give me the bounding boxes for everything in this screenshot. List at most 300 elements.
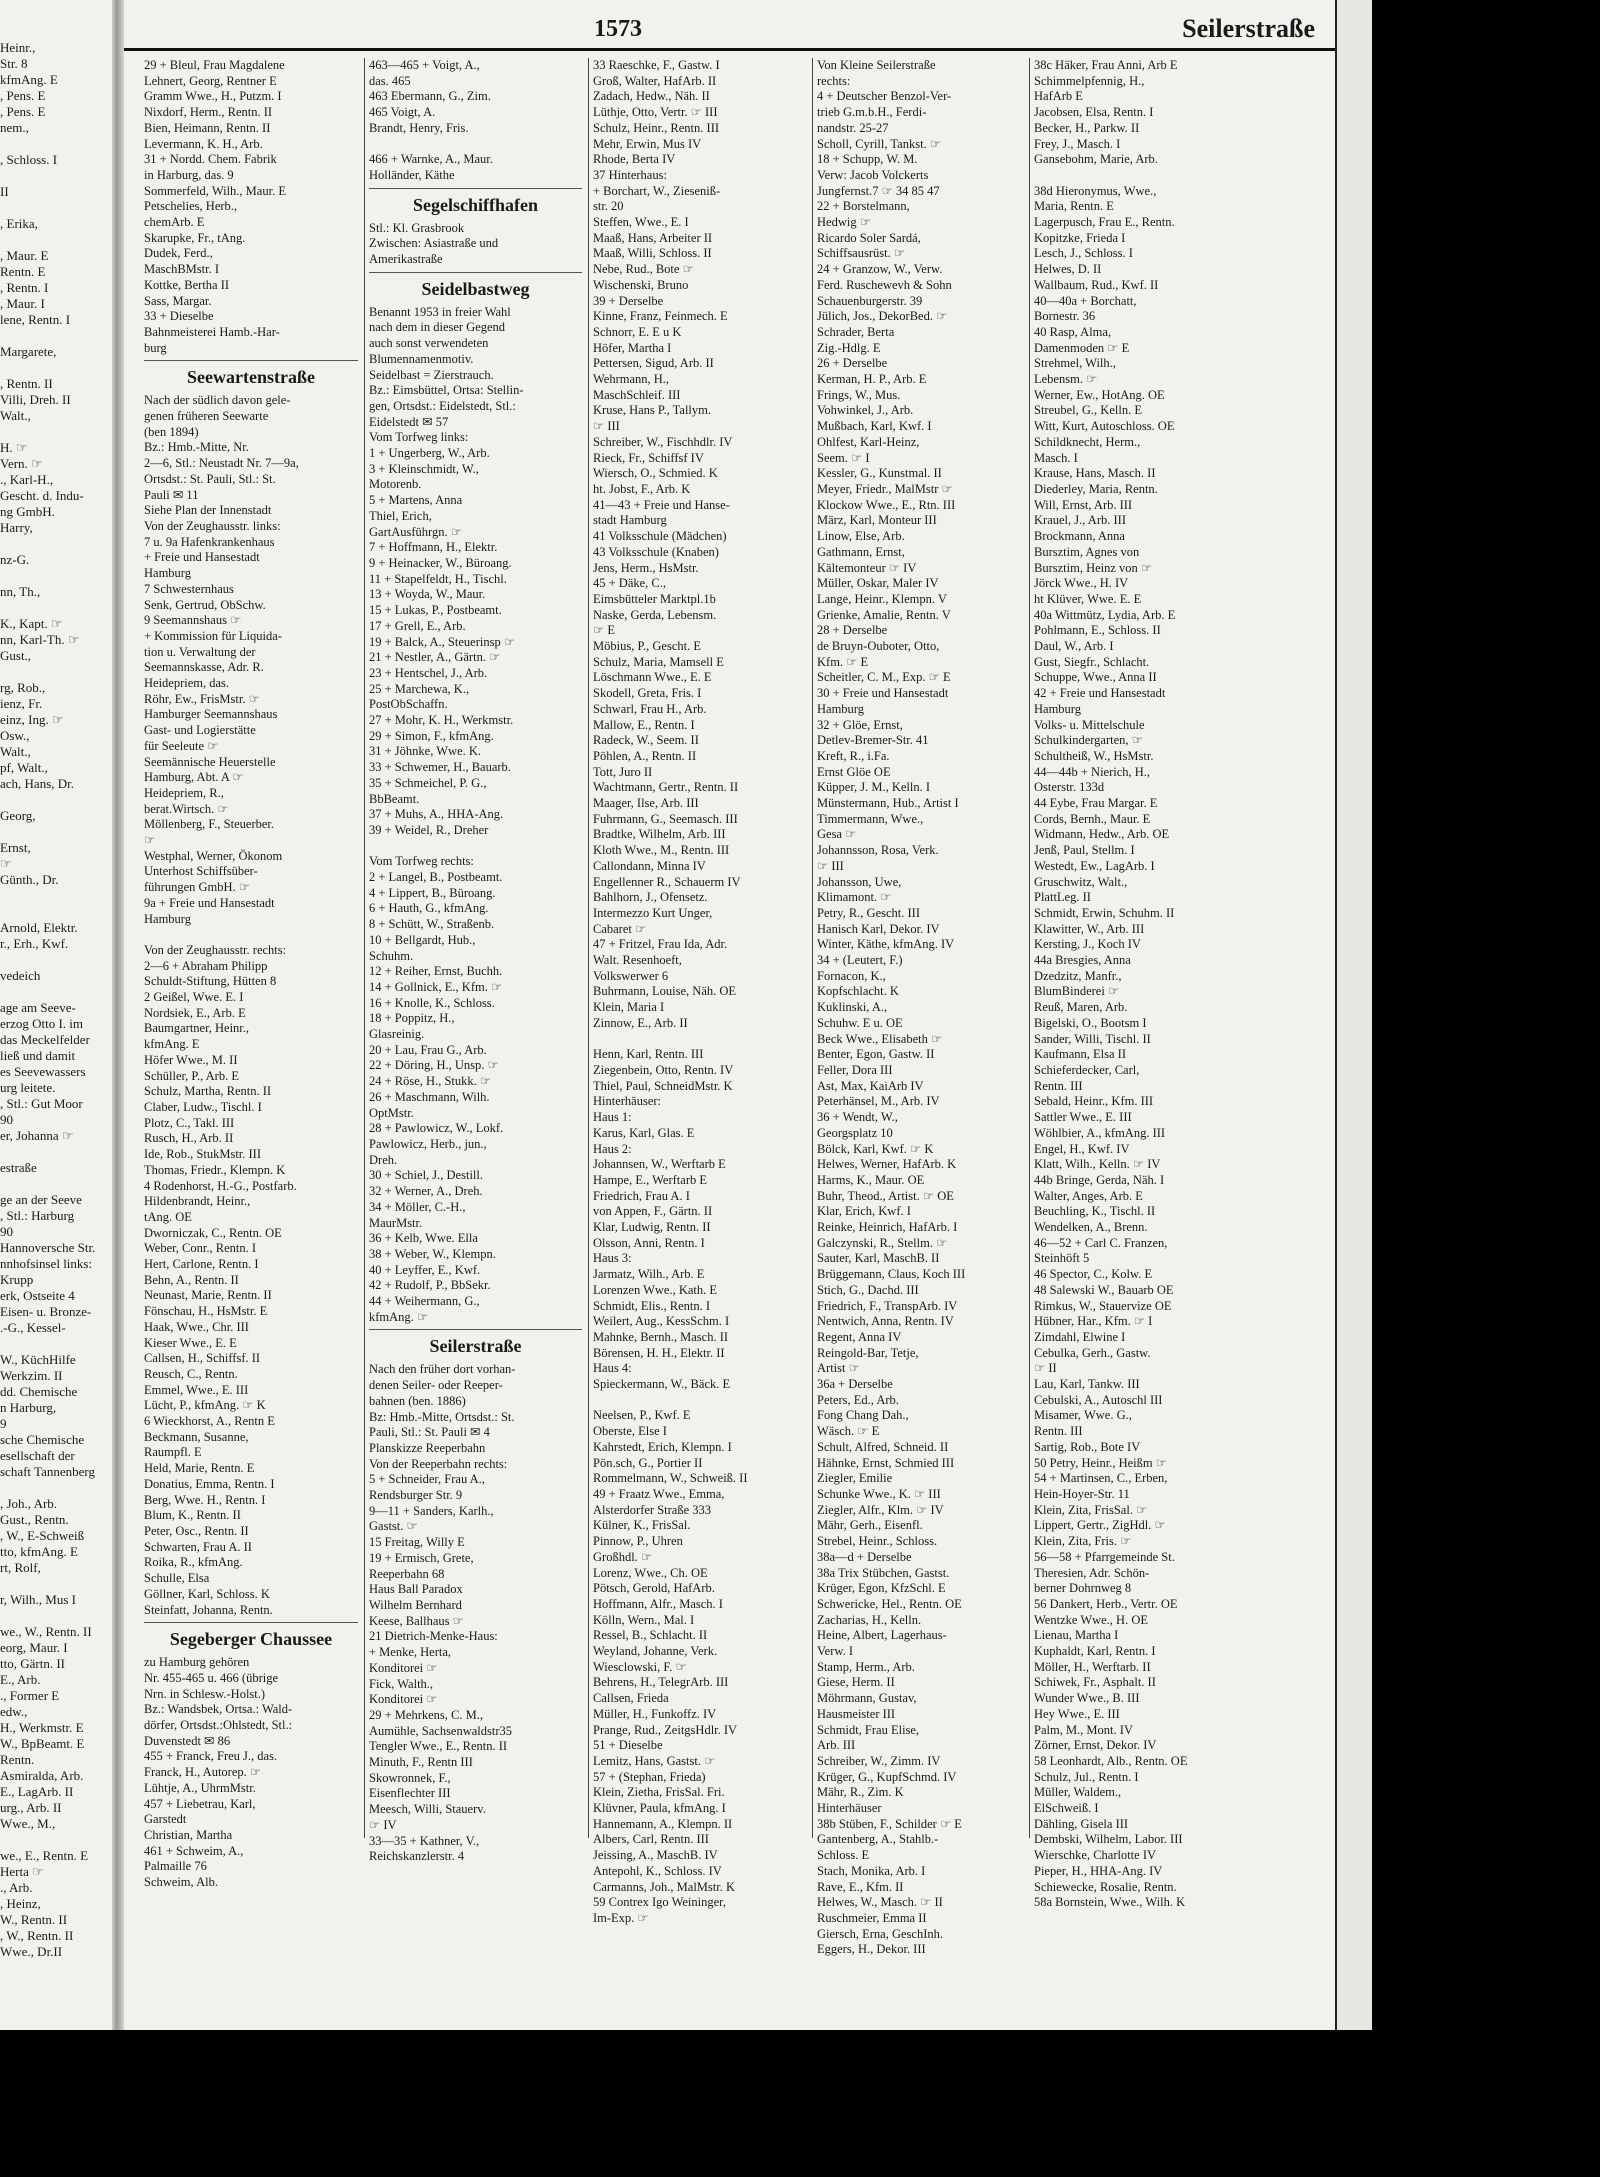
directory-entry: 40—40a + Borchatt,	[1034, 293, 1137, 308]
directory-entry: Verw: Jacob Volckerts	[817, 167, 929, 182]
directory-entry: Witt, Kurt, Autoschloss. OE	[1034, 419, 1175, 434]
directory-entry: Palmaille 76	[144, 1859, 207, 1874]
left-page-line: E., LagArb. II	[0, 1784, 74, 1799]
directory-entry: Pieper, H., HHA-Ang. IV	[1034, 1863, 1163, 1878]
page-number: 1573	[594, 16, 642, 42]
left-page-line: H., Werkmstr. E	[0, 1720, 84, 1735]
directory-entry: Gruschwitz, Walt.,	[1034, 874, 1128, 889]
left-page-line: Walt.,	[0, 744, 31, 759]
directory-entry: Bahnmeisterei Hamb.-Har-	[144, 324, 280, 339]
scan-background	[0, 2030, 1600, 2177]
directory-entry: 33—35 + Kathner, V.,	[369, 1833, 480, 1848]
book-gutter	[112, 0, 124, 2030]
left-page-line: dd. Chemische	[0, 1384, 78, 1399]
left-page-line	[0, 1608, 110, 1624]
directory-entry: Widmann, Hedw., Arb. OE	[1034, 827, 1170, 842]
directory-entry: Walt. Resenhoeft,	[593, 953, 682, 968]
street-heading: Seilerstraße	[369, 1329, 582, 1358]
left-page-line: schaft Tannenberg	[0, 1464, 95, 1479]
directory-entry: Bz: Hmb.-Mitte, Ortsdst.: St.	[369, 1409, 515, 1424]
directory-entry: (ben 1894)	[144, 424, 199, 439]
directory-entry: 57 + (Stephan, Frieda)	[593, 1769, 706, 1784]
directory-entry: 36a + Derselbe	[817, 1377, 893, 1392]
left-page-line: nz-G.	[0, 552, 30, 567]
directory-entry: Scheitler, C. M., Exp. ☞ E	[817, 670, 951, 685]
directory-entry: 4 Rodenhorst, H.-G., Postfarb.	[144, 1178, 297, 1193]
directory-entry: Hoffmann, Alfr., Masch. I	[593, 1596, 723, 1611]
directory-entry: Gantenberg, A., Stahlb.-	[817, 1832, 939, 1847]
directory-entry: Bölck, Karl, Kwf. ☞ K	[817, 1141, 934, 1156]
directory-entry: 9a + Freie und Hansestadt	[144, 895, 275, 910]
directory-entry: Schulkindergarten, ☞	[1034, 733, 1143, 748]
directory-entry: Wunder Wwe., B. III	[1034, 1691, 1140, 1706]
left-page-line: ng GmbH.	[0, 504, 55, 519]
directory-entry: Werner, Ew., HotAng. OE	[1034, 387, 1165, 402]
directory-entry: Kottke, Bertha II	[144, 277, 230, 292]
directory-entry: 44 Eybe, Frau Margar. E	[1034, 796, 1158, 811]
directory-entry: 461 + Schweim, A.,	[144, 1843, 244, 1858]
left-page-line: Harry,	[0, 520, 33, 535]
directory-entry: 36 + Wendt, W.,	[817, 1110, 898, 1125]
directory-entry: Meyer, Friedr., MalMstr ☞	[817, 481, 953, 496]
directory-entry: Hildenbrandt, Heinr.,	[144, 1194, 251, 1209]
directory-entry: von Appen, F., Gärtn. II	[593, 1204, 713, 1219]
directory-entry: Strehmel, Wilh.,	[1034, 356, 1116, 371]
directory-entry: Sander, Willi, Tischl. II	[1034, 1031, 1151, 1046]
directory-entry: Lau, Karl, Tankw. III	[1034, 1377, 1140, 1392]
directory-entry: tAng. OE	[144, 1209, 192, 1224]
directory-entry: Dähling, Gisela III	[1034, 1816, 1129, 1831]
directory-entry: Lagerpusch, Frau E., Rentn.	[1034, 215, 1175, 230]
left-page-line: Wwe., M.,	[0, 1816, 56, 1831]
directory-entry: 27 + Mohr, K. H., Werkmstr.	[369, 713, 514, 728]
left-page-line: ., Former E	[0, 1688, 60, 1703]
left-page-line: ge an der Seeve	[0, 1192, 82, 1207]
directory-entry: 50 Petry, Heinr., Heißm ☞	[1034, 1455, 1167, 1470]
directory-entry: MaurMstr.	[369, 1215, 423, 1230]
directory-entry: Bz.: Eimsbüttel, Ortsa: Stellin-	[369, 383, 524, 398]
directory-entry: Ortsdst.: St. Pauli, Stl.: St.	[144, 471, 276, 486]
directory-entry: Hausmeister III	[817, 1706, 896, 1721]
left-page-line: urg leitete.	[0, 1080, 56, 1095]
directory-entry: Olsson, Anni, Rentn. I	[593, 1235, 705, 1250]
directory-entry: Winter, Käthe, kfmAng. IV	[817, 937, 955, 952]
directory-entry: Garstedt	[144, 1812, 187, 1827]
directory-entry: tion u. Verwaltung der	[144, 644, 256, 659]
directory-entry: ht Klüver, Wwe. E. E	[1034, 591, 1142, 606]
directory-entry: Mähr, R., Zim. K	[817, 1785, 904, 1800]
directory-entry: Müller, Oskar, Maler IV	[817, 576, 939, 591]
directory-entry: 463 Ebermann, G., Zim.	[369, 89, 491, 104]
directory-entry: Seidelbast = Zierstrauch.	[369, 367, 494, 382]
directory-entry: Möllenberg, F., Steuerber.	[144, 817, 274, 832]
directory-entry: Fong Chang Dah.,	[817, 1408, 909, 1423]
directory-entry: Klimamont. ☞	[817, 890, 892, 905]
directory-entry: 28 + Pawlowicz, W., Lokf.	[369, 1121, 504, 1136]
directory-entry: Klein, Zita, FrisSal. ☞	[1034, 1502, 1148, 1517]
directory-entry: Klein, Maria I	[593, 1000, 665, 1015]
directory-entry: 5 + Schneider, Frau A.,	[369, 1472, 485, 1487]
directory-entry: MaschBMstr. I	[144, 262, 219, 277]
directory-entry: Holländer, Käthe	[369, 167, 455, 182]
directory-entry: Schreiber, W., Fischhdlr. IV	[593, 434, 733, 449]
directory-entry: 466 + Warnke, A., Maur.	[369, 152, 493, 167]
left-page-line: estraße	[0, 1160, 37, 1175]
left-page-line: , Rentn. II	[0, 376, 53, 391]
directory-entry: 44 + Weihermann, G.,	[369, 1294, 480, 1309]
directory-entry: Bursztim, Agnes von	[1034, 544, 1140, 559]
left-page-line: Krupp	[0, 1272, 34, 1287]
directory-entry: Johansson, Uwe,	[817, 874, 902, 889]
directory-entry: Lebensm. ☞	[1034, 372, 1098, 387]
directory-entry: Misamer, Wwe. G.,	[1034, 1408, 1132, 1423]
directory-entry: Schreiber, W., Zimm. IV	[817, 1753, 941, 1768]
directory-entry: 29 + Mehrkens, C. M.,	[369, 1707, 483, 1722]
directory-entry: Neelsen, P., Kwf. E	[593, 1408, 691, 1423]
directory-entry: MaschSchleif. III	[593, 387, 681, 402]
directory-entry: Naske, Gerda, Lebensm.	[593, 607, 717, 622]
directory-entry: Maria, Rentn. E	[1034, 199, 1114, 214]
directory-entry: 2—6, Stl.: Neustadt Nr. 7—9a,	[144, 456, 299, 471]
directory-entry: Münstermann, Hub., Artist I	[817, 796, 959, 811]
directory-entry: 38 + Weber, W., Klempn.	[369, 1246, 496, 1261]
directory-entry: berner Dohrnweg 8	[1034, 1581, 1132, 1596]
column-3	[588, 58, 810, 1925]
directory-entry: zu Hamburg gehören	[144, 1655, 250, 1670]
directory-entry: Minuth, F., Rentn III	[369, 1755, 473, 1770]
directory-entry: Göllner, Karl, Schloss. K	[144, 1586, 270, 1601]
directory-entry: Skowronnek, F.,	[369, 1770, 451, 1785]
directory-entry: rechts:	[817, 73, 851, 88]
street-heading: Seidelbastweg	[369, 272, 582, 301]
directory-entry: 49 + Fraatz Wwe., Emma,	[593, 1486, 725, 1501]
directory-entry: Rieck, Fr., Schiffsf IV	[593, 450, 704, 465]
directory-entry: 46 Spector, C., Kolw. E	[1034, 1267, 1153, 1282]
left-page-line: Günth., Dr.	[0, 872, 59, 887]
directory-entry: Reinke, Heinrich, HafArb. I	[817, 1220, 958, 1235]
directory-entry: Jungfernst.7 ☞ 34 85 47	[817, 183, 940, 198]
directory-entry: Hein-Hoyer-Str. 11	[1034, 1486, 1130, 1501]
left-page-line: nnhofsinsel links:	[0, 1256, 93, 1271]
left-page-line: , W., E-Schweiß	[0, 1528, 85, 1543]
directory-entry: Grienke, Amalie, Rentn. V	[817, 607, 951, 622]
directory-entry: Helwes, Werner, HafArb. K	[817, 1157, 957, 1172]
directory-entry: dörfer, Ortsdst.:Ohlstedt, Stl.:	[144, 1718, 293, 1733]
directory-entry: Pawlowicz, Herb., jun.,	[369, 1137, 487, 1151]
directory-entry: Beck Wwe., Elisabeth ☞	[817, 1031, 943, 1046]
directory-entry: Diederley, Maria, Rentn.	[1034, 481, 1158, 496]
directory-entry: Weyland, Johanne, Verk.	[593, 1644, 718, 1659]
directory-entry: Wiersch, O., Schmied. K	[593, 466, 718, 481]
directory-entry: Ferd. Ruschewevh & Sohn	[817, 277, 952, 292]
directory-entry: Radeck, W., Seem. II	[593, 733, 699, 748]
directory-entry: Schimmelpfennig, H.,	[1034, 73, 1145, 88]
left-page-line: K., Kapt. ☞	[0, 616, 63, 631]
directory-entry: Schiewecke, Rosalie, Rentn.	[1034, 1879, 1177, 1894]
directory-entry: Verw. I	[817, 1644, 853, 1659]
directory-entry: Zinnow, E., Arb. II	[593, 1015, 688, 1030]
directory-entry: Wöhlbier, A., kfmAng. III	[1034, 1125, 1166, 1140]
directory-entry: Timmermann, Wwe.,	[817, 811, 924, 826]
left-page-line: , Maur. E	[0, 248, 49, 263]
directory-entry: Eidelstedt ✉ 57	[369, 414, 449, 429]
directory-entry: Konditorei ☞	[369, 1660, 438, 1675]
left-page-line: 9	[0, 1416, 7, 1431]
left-page-line: Rentn. E	[0, 264, 46, 279]
directory-entry: Dembski, Wilhelm, Labor. III	[1034, 1832, 1183, 1847]
directory-entry	[144, 927, 358, 943]
directory-entry: Jörck Wwe., H. IV	[1034, 576, 1129, 591]
directory-entry: 58a Bornstein, Wwe., Wilh. K	[1034, 1895, 1186, 1910]
directory-entry: Damenmoden ☞ E	[1034, 340, 1130, 355]
left-page-line: es Seevewassers	[0, 1064, 86, 1079]
directory-entry: Theresien, Adr. Schön-	[1034, 1565, 1150, 1580]
directory-entry: Jarmatz, Wilh., Arb. E	[593, 1267, 705, 1282]
directory-entry: Brandt, Henry, Fris.	[369, 120, 469, 135]
directory-entry: Callsen, H., Schiffsf. II	[144, 1351, 261, 1366]
directory-entry: 37 Hinterhaus:	[593, 167, 667, 182]
directory-entry: 46—52 + Carl C. Franzen,	[1034, 1235, 1168, 1250]
left-page-line: Villi, Dreh. II	[0, 392, 71, 407]
left-page-line	[0, 600, 110, 616]
directory-entry: 24 + Röse, H., Stukk. ☞	[369, 1074, 492, 1089]
directory-entry: Pauli, Stl.: St. Pauli ✉ 4	[369, 1425, 490, 1440]
left-page-line	[0, 232, 110, 248]
directory-entry: trieb G.m.b.H., Ferdi-	[817, 105, 927, 120]
directory-entry: Heine, Albert, Lagerhaus-	[817, 1628, 947, 1643]
directory-entry: + Freie und Hansestadt	[144, 550, 260, 565]
directory-entry: Schwarl, Frau H., Arb.	[593, 701, 707, 716]
directory-entry: Stl.: Kl. Grasbrook	[369, 220, 465, 235]
directory-entry: Volkswerwer 6	[593, 968, 669, 983]
directory-entry: Gast- und Logierstätte	[144, 723, 256, 738]
directory-entry: Mallow, E., Rentn. I	[593, 717, 695, 732]
left-page-line	[0, 568, 110, 584]
directory-entry: Hamburg	[144, 566, 191, 581]
directory-entry: 7 + Hoffmann, H., Elektr.	[369, 540, 498, 555]
directory-entry: Ricardo Soler Sardá,	[817, 230, 921, 245]
left-page-line: Margarete,	[0, 344, 57, 359]
left-page-line: W., KüchHilfe	[0, 1352, 76, 1367]
directory-entry: 39 + Derselbe	[593, 293, 664, 308]
directory-entry: 44b Bringe, Gerda, Näh. I	[1034, 1172, 1165, 1187]
directory-entry: Zacharias, H., Kelln.	[817, 1612, 922, 1627]
directory-entry: 30 + Freie und Hansestadt	[817, 686, 949, 701]
left-page-line: , Pens. E	[0, 88, 46, 103]
directory-entry: Krause, Hans, Masch. II	[1034, 466, 1156, 481]
directory-entry: das. 465	[369, 73, 411, 88]
directory-entry: BlumBinderei ☞	[1034, 984, 1120, 999]
directory-entry: 40a Wittmütz, Lydia, Arb. E	[1034, 607, 1176, 622]
directory-entry: Giese, Herm. II	[817, 1675, 895, 1690]
directory-entry: Heidepriem, das.	[144, 676, 230, 691]
directory-entry: auch sonst verwendeten	[369, 336, 489, 351]
directory-entry: Mußbach, Karl, Kwf. I	[817, 419, 932, 434]
directory-entry: Wachtmann, Gertr., Rentn. II	[593, 780, 739, 795]
directory-entry: denen Seiler- oder Reeper-	[369, 1378, 503, 1393]
directory-entry: Wiesclowski, F. ☞	[593, 1659, 687, 1674]
directory-entry: Kersting, J., Koch IV	[1034, 937, 1141, 952]
directory-entry: Ziegler, Alfr., Klm. ☞ IV	[817, 1502, 944, 1517]
directory-entry: Cebulka, Gerh., Gastw.	[1034, 1345, 1151, 1360]
directory-entry: Stach, Monika, Arb. I	[817, 1863, 926, 1878]
directory-entry: Ernst Glöe OE	[817, 764, 891, 779]
directory-entry: Haus 3:	[593, 1251, 632, 1266]
left-page-line: eorg, Maur. I	[0, 1640, 68, 1655]
directory-entry: Lühtje, A., UhrmMstr.	[144, 1780, 256, 1795]
left-page-line: tto, kfmAng. E	[0, 1544, 78, 1559]
directory-entry: 23 + Hentschel, J., Arb.	[369, 665, 488, 680]
left-page-line: ., Karl-H.,	[0, 472, 54, 487]
directory-entry: Callondann, Minna IV	[593, 858, 706, 873]
directory-entry: Spieckermann, W., Bäck. E	[593, 1377, 731, 1392]
directory-entry: Lienau, Martha I	[1034, 1628, 1119, 1643]
directory-entry: ☞ II	[1034, 1361, 1057, 1376]
directory-entry: Lippert, Gertr., ZigHdl. ☞	[1034, 1518, 1166, 1533]
left-page-line: Vern. ☞	[0, 456, 43, 471]
directory-entry: Schweim, Alb.	[144, 1875, 218, 1890]
directory-entry: Motorenb.	[369, 477, 422, 492]
directory-entry: Schult, Alfred, Schneid. II	[817, 1439, 949, 1454]
directory-entry: Nr. 455-465 u. 466 (übrige	[144, 1670, 279, 1685]
directory-entry: 19 + Ermisch, Grete,	[369, 1550, 474, 1565]
directory-entry: Bz.: Wandsbek, Ortsa.: Wald-	[144, 1702, 293, 1717]
directory-entry: Ohlfest, Karl-Heinz,	[817, 434, 920, 449]
directory-entry: Krüger, G., KupfSchmd. IV	[817, 1769, 957, 1784]
directory-entry: Zimdahl, Elwine I	[1034, 1329, 1126, 1344]
directory-entry: + Kommission für Liquida-	[144, 628, 282, 643]
directory-entry: Schulz, Maria, Mamsell E	[593, 654, 724, 669]
directory-entry: Thomas, Friedr., Klempn. K	[144, 1162, 286, 1177]
directory-entry: Karus, Karl, Glas. E	[593, 1125, 695, 1140]
column-2	[364, 58, 586, 1864]
directory-entry: 4 + Lippert, B., Büroang.	[369, 885, 496, 900]
directory-entry: Henn, Karl, Rentn. III	[593, 1047, 704, 1062]
left-page-line: esellschaft der	[0, 1448, 75, 1463]
directory-entry: Haus 4:	[593, 1361, 632, 1376]
directory-entry: Rentn. III	[1034, 1078, 1083, 1093]
directory-entry: Schmidt, Erwin, Schuhm. II	[1034, 905, 1175, 920]
directory-entry: chemArb. E	[144, 215, 205, 230]
directory-entry: Beckmann, Susanne,	[144, 1429, 249, 1444]
directory-entry: 44a Bresgies, Anna	[1034, 953, 1131, 968]
directory-entry: Stich, G., Dachd. III	[817, 1282, 919, 1297]
directory-entry: ☞ IV	[369, 1817, 397, 1832]
directory-entry: 28 + Derselbe	[817, 623, 888, 638]
directory-entry: 25 + Marchewa, K.,	[369, 681, 470, 696]
left-page-line	[0, 904, 110, 920]
directory-entry: Westedt, Ew., LagArb. I	[1034, 858, 1155, 873]
directory-entry: Nach den früher dort vorhan-	[369, 1362, 516, 1377]
left-page-line: Georg,	[0, 808, 36, 823]
left-page-line: rt, Rolf,	[0, 1560, 41, 1575]
directory-entry: Linow, Else, Arb.	[817, 529, 905, 544]
directory-entry: 11 + Stapelfeldt, H., Tischl.	[369, 571, 507, 586]
directory-entry: Wehrmann, H.,	[593, 372, 670, 387]
left-page-line: we., E., Rentn. E	[0, 1848, 89, 1863]
directory-entry: Wentzke Wwe., H. OE	[1034, 1612, 1149, 1627]
directory-entry: 33 Raeschke, F., Gastw. I	[593, 58, 720, 72]
directory-entry: Schiffsausrüst. ☞	[817, 246, 906, 261]
directory-entry: Gansebohm, Marie, Arb.	[1034, 152, 1158, 167]
directory-entry: Petry, R., Gescht. III	[817, 905, 920, 920]
directory-entry: Kuklinski, A.,	[817, 1000, 888, 1015]
directory-entry: Müller, H., Funkoffz. IV	[593, 1706, 717, 1721]
directory-entry: Levermann, K. H., Arb.	[144, 136, 263, 151]
directory-entry: Dzedzitz, Manfr.,	[1034, 968, 1122, 983]
left-page-line: lene, Rentn. I	[0, 312, 71, 327]
directory-entry: Westphal, Werner, Ökonom	[144, 848, 283, 863]
directory-entry: 42 + Freie und Hansestadt	[1034, 686, 1166, 701]
left-page-line: , Joh., Arb.	[0, 1496, 58, 1511]
directory-entry: Lorenzen Wwe., Kath. E	[593, 1282, 718, 1297]
directory-entry: Duvenstedt ✉ 86	[144, 1733, 231, 1748]
directory-entry: Jeissing, A., MaschB. IV	[593, 1848, 718, 1863]
directory-entry: Kahrstedt, Erich, Klempn. I	[593, 1439, 732, 1454]
directory-entry: Fick, Walth.,	[369, 1676, 434, 1691]
directory-entry: Rave, E., Kfm. II	[817, 1879, 904, 1894]
directory-entry: Bigelski, O., Bootsm I	[1034, 1015, 1147, 1030]
directory-entry: Donatius, Emma, Rentn. I	[144, 1476, 275, 1491]
directory-entry: Bien, Heimann, Rentn. II	[144, 120, 271, 135]
directory-entry: Wierschke, Charlotte IV	[1034, 1848, 1157, 1863]
directory-entry: 59 Contrex Igo Weininger,	[593, 1895, 726, 1910]
directory-entry: Klockow Wwe., E., Rtn. III	[817, 497, 956, 512]
directory-entry: Jenß, Paul, Stellm. I	[1034, 843, 1135, 858]
directory-entry: Thiel, Paul, SchneidMstr. K	[593, 1078, 733, 1093]
directory-entry: Rommelmann, W., Schweiß. II	[593, 1471, 748, 1486]
directory-entry: 32 + Glöe, Ernst,	[817, 717, 903, 732]
directory-entry: Kloth Wwe., M., Rentn. III	[593, 843, 730, 858]
directory-entry: 38c Häker, Frau Anni, Arb E	[1034, 58, 1178, 72]
directory-entry: OptMstr.	[369, 1105, 414, 1120]
left-page-line: erzog Otto I. im	[0, 1016, 84, 1031]
directory-entry: Seemännische Heuerstelle	[144, 754, 276, 769]
directory-entry: Schunke Wwe., K. ☞ III	[817, 1486, 941, 1501]
directory-entry: Heidepriem, R.,	[144, 785, 224, 800]
directory-entry: ☞ III	[817, 858, 844, 873]
left-page-line: 90	[0, 1224, 13, 1239]
directory-entry: Giersch, Erna, GeschInh.	[817, 1926, 943, 1941]
directory-entry: Friedrich, Frau A. I	[593, 1188, 690, 1203]
directory-entry: Peterhänsel, M., Arb. IV	[817, 1094, 940, 1109]
left-page-line: einz, Ing. ☞	[0, 712, 64, 727]
left-page-fragment	[0, 40, 110, 1959]
directory-entry: Dreh.	[369, 1152, 398, 1167]
directory-entry: Dudek, Ferd.,	[144, 246, 213, 261]
directory-entry: Zörner, Ernst, Dekor. IV	[1034, 1738, 1157, 1753]
left-page-line: Hannoversche Str.	[0, 1240, 96, 1255]
directory-entry: Zadach, Hedw., Näh. II	[593, 89, 710, 104]
directory-entry: PostObSchaffn.	[369, 697, 448, 712]
directory-entry: Helwes, D. II	[1034, 262, 1102, 277]
left-page-line: Ernst,	[0, 840, 31, 855]
left-page-line	[0, 1176, 110, 1192]
directory-entry: Schulz, Heinr., Rentn. III	[593, 120, 720, 135]
directory-entry: Johannsen, W., Werftarb E	[593, 1157, 726, 1172]
directory-entry: 24 + Granzow, W., Verw.	[817, 262, 943, 277]
directory-entry: Kessler, G., Kunstmal. II	[817, 466, 942, 481]
left-page-line: kfmAng. E	[0, 72, 58, 87]
left-page-line: , W., Rentn. II	[0, 1928, 74, 1943]
directory-entry: ☞	[144, 833, 156, 848]
directory-entry: Eggers, H., Dekor. III	[817, 1942, 926, 1957]
left-page-line: , Stl.: Harburg	[0, 1208, 75, 1223]
directory-entry: 15 + Lukas, P., Postbeamt.	[369, 603, 502, 618]
directory-entry: Christian, Martha	[144, 1827, 233, 1842]
directory-entry: Glasreinig.	[369, 1027, 425, 1042]
directory-entry: Kruse, Hans P., Tallym.	[593, 403, 711, 418]
